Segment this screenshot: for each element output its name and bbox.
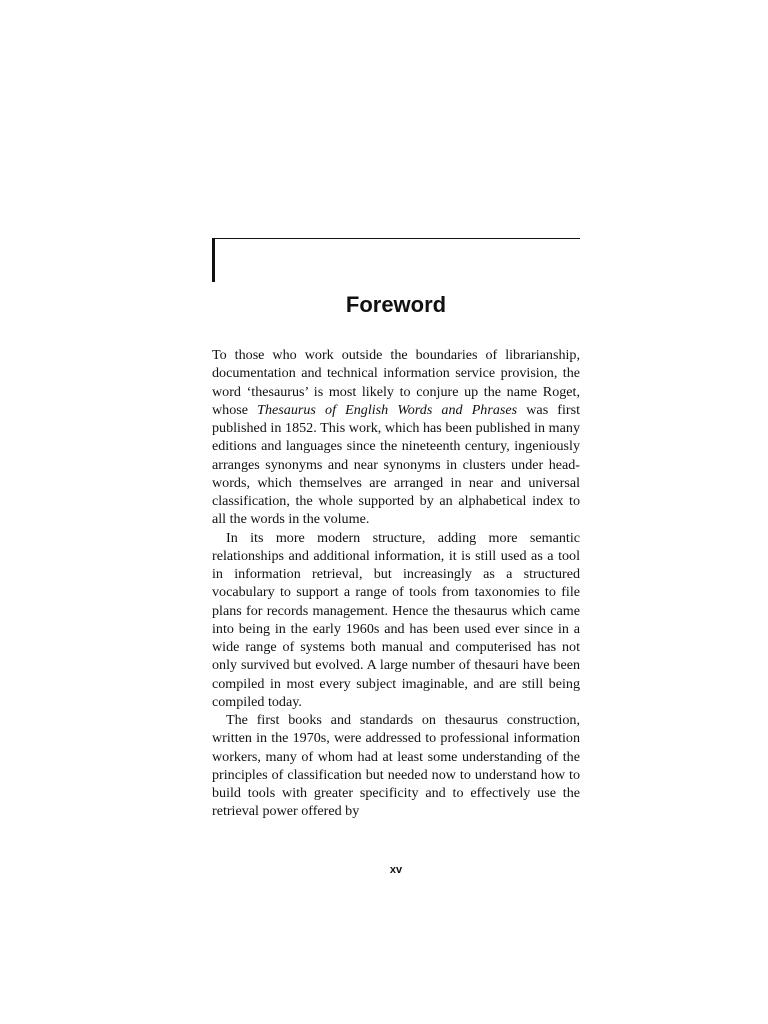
paragraph-1-text-start: To those who work outside the boundaries of librarianship, documentation and technical information service provision, the word ‘thesaurus’ is most likely to conjure up the name Roget, whose (212, 347, 580, 418)
body-text (212, 346, 580, 821)
paragraph-1-text-end: was first published in 1852. This work, which has been published in many editions and languages since the nineteenth century, ingeniously arranges synonyms and near synonyms in clusters under head-words, which themselves are arranged in near and universal classification, the whole supported by an alphabetical index to all the words in the volume. (212, 401, 581, 528)
paragraph-3: The first books and standards on thesaurus construction, written in the 1970s, were addressed to professional information workers, many of whom had at least some understanding of the principles of classification but needed now to understand how to build tools with greater specificity and to effectively use the retrieval power offered by (212, 712, 580, 820)
page-number: xv (389, 864, 403, 876)
chapter-heading-rule-horizontal (212, 238, 580, 239)
chapter-title: Foreword (345, 292, 447, 317)
chapter-heading-rule-vertical (212, 238, 215, 282)
book-title-italic: Thesaurus of English Words and Phrases (257, 401, 518, 418)
paragraph-2: In its more modern structure, adding more semantic relationships and additional information, it is still used as a tool in information retrieval, but increasingly as a structured vocabulary to support a range of tools from taxonomies to file plans for records management. Hence the thesaurus which came into being in the early 1960s and has been used ever since in a wide range of systems both manual and computerised has not only survived but evolved. A large number of thesauri have been compiled in most every subject imaginable, and are still being compiled today. (212, 529, 580, 710)
paragraph-1 (212, 346, 580, 529)
